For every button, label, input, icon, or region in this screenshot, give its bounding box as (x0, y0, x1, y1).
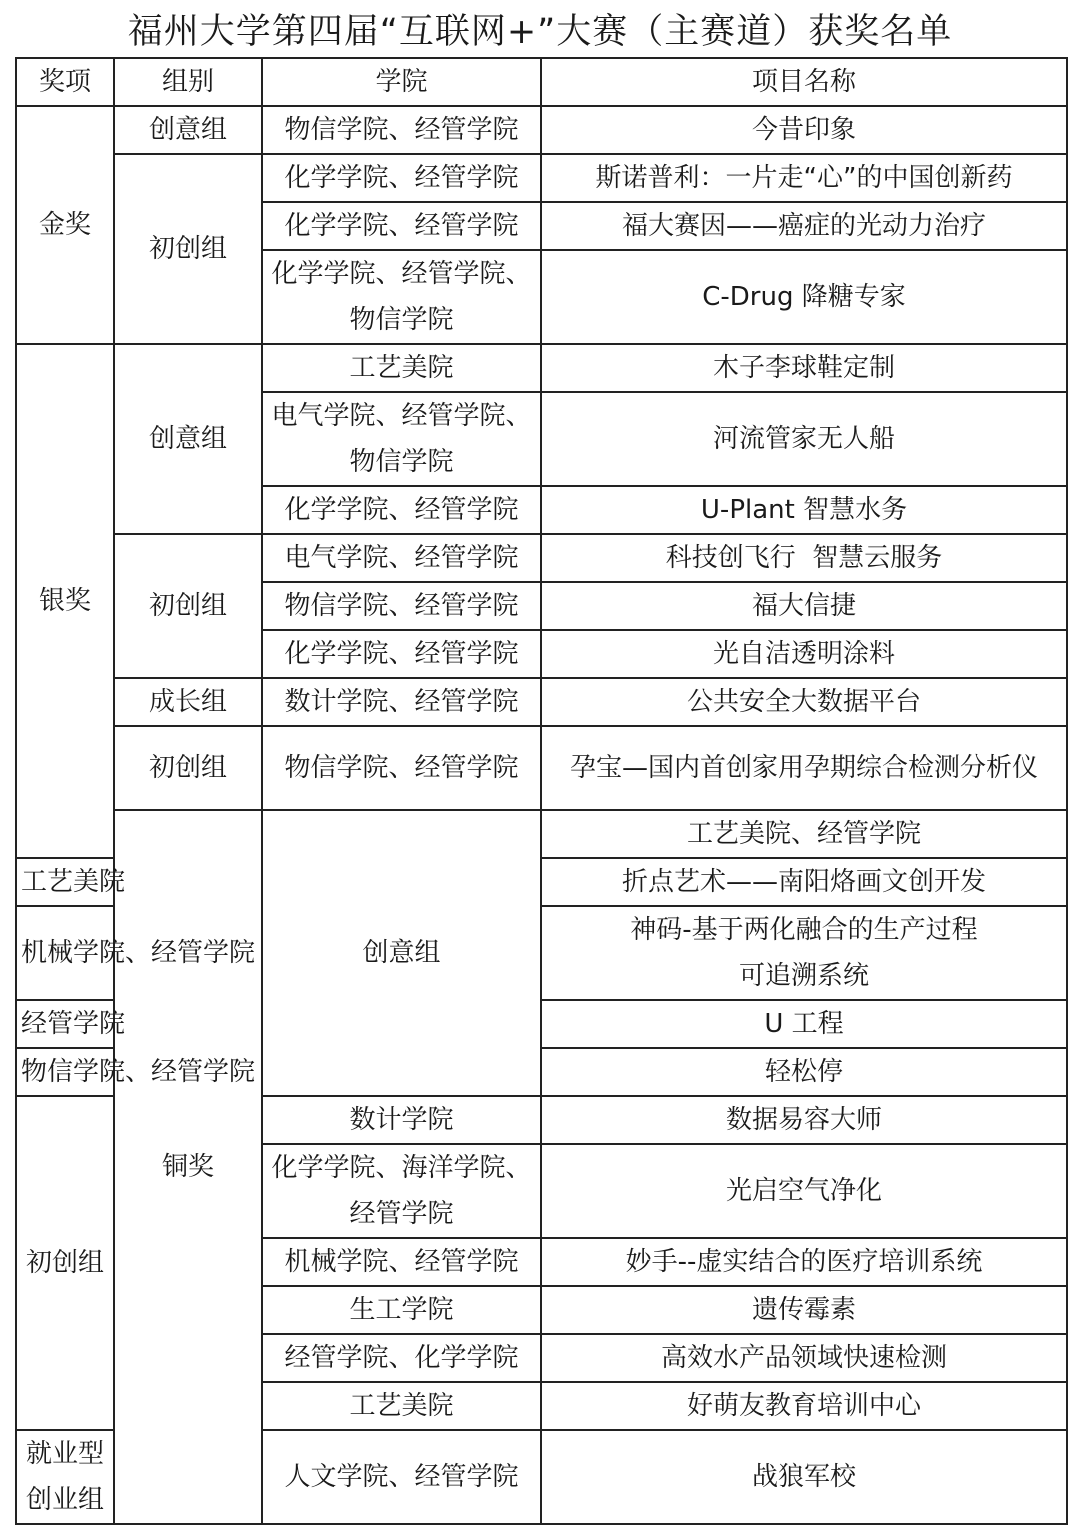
group-cell: 初创组 (114, 726, 262, 810)
table-row (16, 106, 1067, 154)
college-cell: 物信学院、经管学院 (262, 106, 541, 154)
table-row (16, 154, 1067, 202)
college-cell: 生工学院 (262, 1286, 541, 1334)
table-row (16, 726, 1067, 810)
project-line: 可追溯系统 (738, 961, 869, 991)
college-cell: 工艺美院、经管学院 (541, 810, 1067, 858)
project-cell: 轻松停 (541, 1048, 1067, 1096)
header-award: 奖项 (16, 58, 114, 106)
project-cell: 福大信捷 (541, 582, 1067, 630)
project-cell: U-Plant 智慧水务 (541, 486, 1067, 534)
award-silver: 银奖 (16, 344, 114, 858)
college-cell: 工艺美院 (262, 1382, 541, 1430)
group-cell: 创意组 (114, 106, 262, 154)
college-cell: 物信学院、经管学院 (262, 726, 541, 810)
project-cell: 公共安全大数据平台 (541, 678, 1067, 726)
header-project: 项目名称 (541, 58, 1067, 106)
college-cell (262, 1144, 541, 1238)
table-row (16, 344, 1067, 392)
college-line: 电气学院、经管学院、 (271, 401, 532, 431)
project-cell: 妙手--虚实结合的医疗培训系统 (541, 1238, 1067, 1286)
project-cell: 河流管家无人船 (541, 392, 1067, 486)
project-cell: U 工程 (541, 1000, 1067, 1048)
college-cell: 物信学院、经管学院 (262, 582, 541, 630)
project-cell (541, 906, 1067, 1000)
group-cell (16, 1430, 114, 1524)
project-cell: C-Drug 降糖专家 (541, 250, 1067, 344)
college-cell (262, 250, 541, 344)
project-cell: 光自洁透明涂料 (541, 630, 1067, 678)
college-line: 化学学院、经管学院、 (271, 259, 532, 289)
project-cell: 数据易容大师 (541, 1096, 1067, 1144)
college-line: 物信学院 (349, 447, 454, 477)
project-cell: 折点艺术——南阳烙画文创开发 (541, 858, 1067, 906)
group-line: 就业型 (25, 1439, 104, 1469)
award-bronze: 铜奖 (114, 810, 262, 1524)
group-cell: 初创组 (16, 1096, 114, 1430)
table-header-row (16, 58, 1067, 106)
award-table (15, 57, 1068, 1525)
college-cell: 电气学院、经管学院 (262, 534, 541, 582)
college-cell (262, 392, 541, 486)
college-cell: 数计学院、经管学院 (262, 678, 541, 726)
table-row (16, 534, 1067, 582)
header-college: 学院 (262, 58, 541, 106)
project-cell: 光启空气净化 (541, 1144, 1067, 1238)
award-gold: 金奖 (16, 106, 114, 344)
project-cell: 孕宝—国内首创家用孕期综合检测分析仪 (541, 726, 1067, 810)
project-cell: 遗传霉素 (541, 1286, 1067, 1334)
group-cell: 初创组 (114, 154, 262, 344)
group-line: 创业组 (25, 1485, 104, 1515)
college-cell: 数计学院 (262, 1096, 541, 1144)
group-cell: 创意组 (262, 810, 541, 1096)
college-cell: 化学学院、经管学院 (262, 486, 541, 534)
page-title: 福州大学第四届“互联网+”大赛（主赛道）获奖名单 (127, 12, 953, 52)
college-cell: 经管学院、化学学院 (262, 1334, 541, 1382)
project-cell: 斯诺普利：一片走“心”的中国创新药 (541, 154, 1067, 202)
group-cell: 初创组 (114, 534, 262, 678)
college-cell: 经管学院 (16, 1000, 114, 1048)
project-cell: 高效水产品领域快速检测 (541, 1334, 1067, 1382)
college-cell: 机械学院、经管学院 (16, 906, 114, 1000)
group-cell: 创意组 (114, 344, 262, 534)
college-cell: 人文学院、经管学院 (262, 1430, 541, 1524)
college-line: 经管学院 (349, 1199, 454, 1229)
college-cell: 化学学院、经管学院 (262, 154, 541, 202)
table-row (16, 810, 1067, 858)
college-cell: 机械学院、经管学院 (262, 1238, 541, 1286)
table-row (16, 678, 1067, 726)
project-cell: 科技创飞行 智慧云服务 (541, 534, 1067, 582)
college-line: 化学学院、海洋学院、 (271, 1153, 532, 1183)
project-cell: 战狼军校 (541, 1430, 1067, 1524)
header-group: 组别 (114, 58, 262, 106)
project-cell: 好萌友教育培训中心 (541, 1382, 1067, 1430)
project-cell: 今昔印象 (541, 106, 1067, 154)
group-cell: 成长组 (114, 678, 262, 726)
college-cell: 工艺美院 (262, 344, 541, 392)
project-line: 神码-基于两化融合的生产过程 (630, 915, 978, 945)
college-cell: 化学学院、经管学院 (262, 202, 541, 250)
college-cell: 工艺美院 (16, 858, 114, 906)
college-line: 物信学院 (349, 305, 454, 335)
project-cell: 木子李球鞋定制 (541, 344, 1067, 392)
college-cell: 物信学院、经管学院 (16, 1048, 114, 1096)
project-cell: 福大赛因——癌症的光动力治疗 (541, 202, 1067, 250)
college-cell: 化学学院、经管学院 (262, 630, 541, 678)
